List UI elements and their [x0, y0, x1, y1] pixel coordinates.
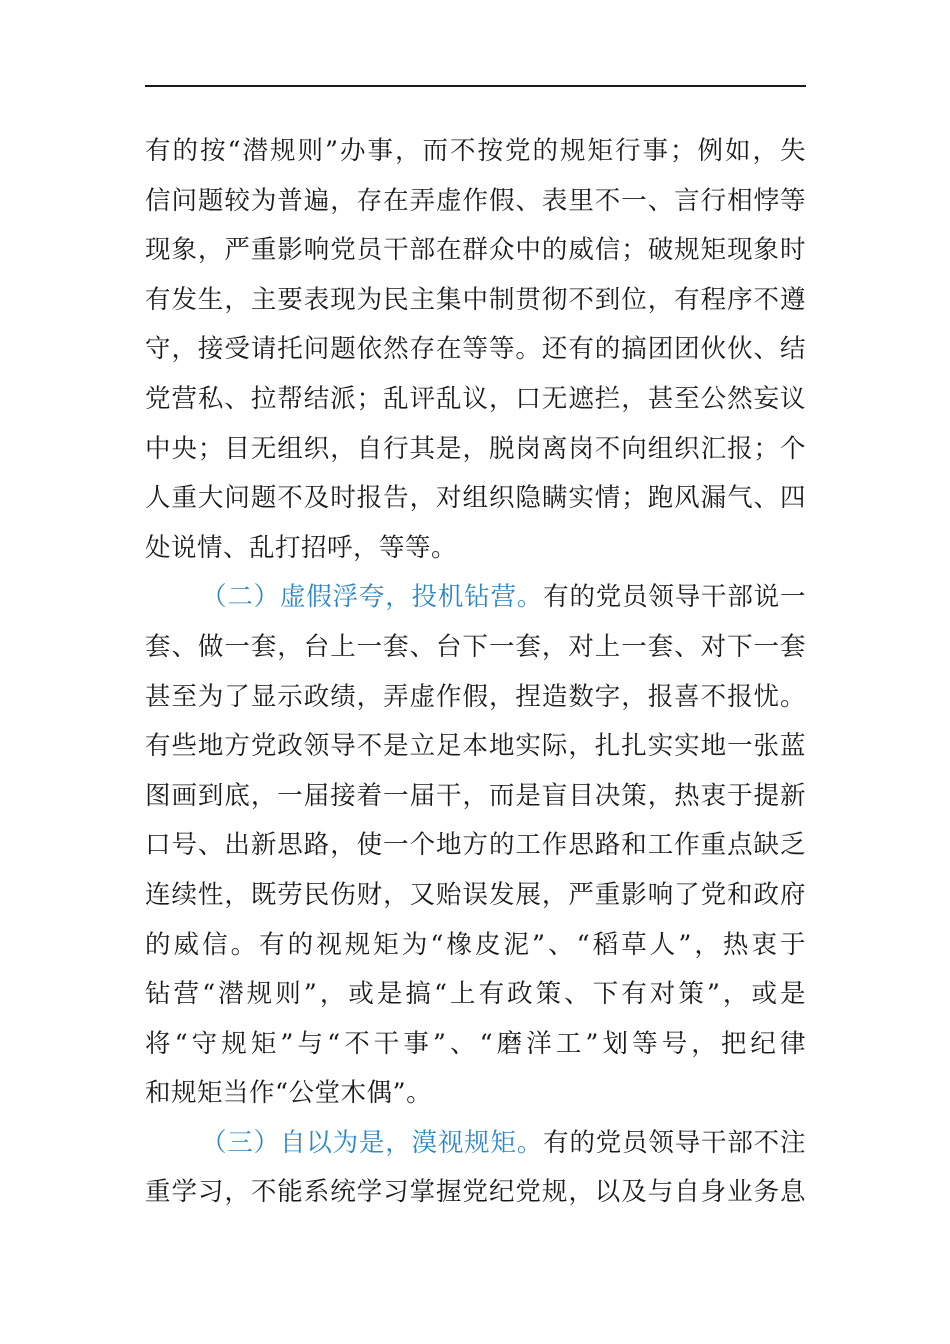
text-line: 有发生，主要表现为民主集中制贯彻不到位，有程序不遵: [145, 284, 806, 315]
paragraph-text: 有的党员领导干部不注: [543, 1127, 806, 1158]
text-line: 重学习，不能系统学习掌握党纪党规，以及与自身业务息: [145, 1177, 806, 1208]
text-line: 党营私、拉帮结派；乱评乱议，口无遮拦，甚至公然妄议: [145, 383, 806, 414]
text-line: 处说情、乱打招呼，等等。: [145, 532, 458, 563]
paragraph-first-line: [145, 1119, 806, 1169]
text-line: 钻营“潜规则”，或是搞“上有政策、下有对策”，或是: [145, 979, 806, 1010]
text-line: 信问题较为普遍，存在弄虚作假、表里不一、言行相悖等: [145, 185, 806, 216]
text-line: 甚至为了显示政绩，弄虚作假，捏造数字，报喜不报忧。: [145, 681, 806, 712]
text-line: 有的按“潜规则”办事，而不按党的规矩行事；例如，失: [145, 136, 806, 166]
text-line: 人重大问题不及时报告，对组织隐瞒实情；跑风漏气、四: [145, 483, 806, 514]
text-line: 口号、出新思路，使一个地方的工作思路和工作重点缺乏: [145, 830, 806, 861]
section-heading: （二）虚假浮夸，投机钻营。: [201, 582, 544, 613]
text-line: 现象，严重影响党员干部在群众中的威信；破规矩现象时: [145, 235, 806, 266]
text-line: 套、做一套，台上一套、台下一套，对上一套、对下一套: [145, 631, 806, 662]
text-line: 的威信。有的视规矩为“橡皮泥”、“稻草人”，热衷于: [145, 929, 806, 960]
text-line: 将“守规矩”与“不干事”、“磨洋工”划等号，把纪律: [145, 1028, 806, 1059]
text-line: 图画到底，一届接着一届干，而是盲目决策，热衷于提新: [145, 780, 806, 811]
text-line: 连续性，既劳民伤财，又贻误发展，严重影响了党和政府: [145, 879, 806, 910]
document-body: [145, 127, 806, 1218]
text-line: 有些地方党政领导不是立足本地实际，扎扎实实地一张蓝: [145, 731, 806, 762]
header-rule: [145, 85, 806, 87]
paragraph-first-line: [145, 573, 806, 623]
section-heading: （三）自以为是，漠视规矩。: [201, 1127, 544, 1158]
text-line: 中央；目无组织，自行其是，脱岗离岗不向组织汇报；个: [145, 433, 806, 464]
text-line: 守，接受请托问题依然存在等等。还有的搞团团伙伙、结: [145, 334, 806, 365]
text-line: 和规矩当作“公堂木偶”。: [145, 1078, 433, 1109]
paragraph-text: 有的党员领导干部说一: [543, 582, 806, 613]
